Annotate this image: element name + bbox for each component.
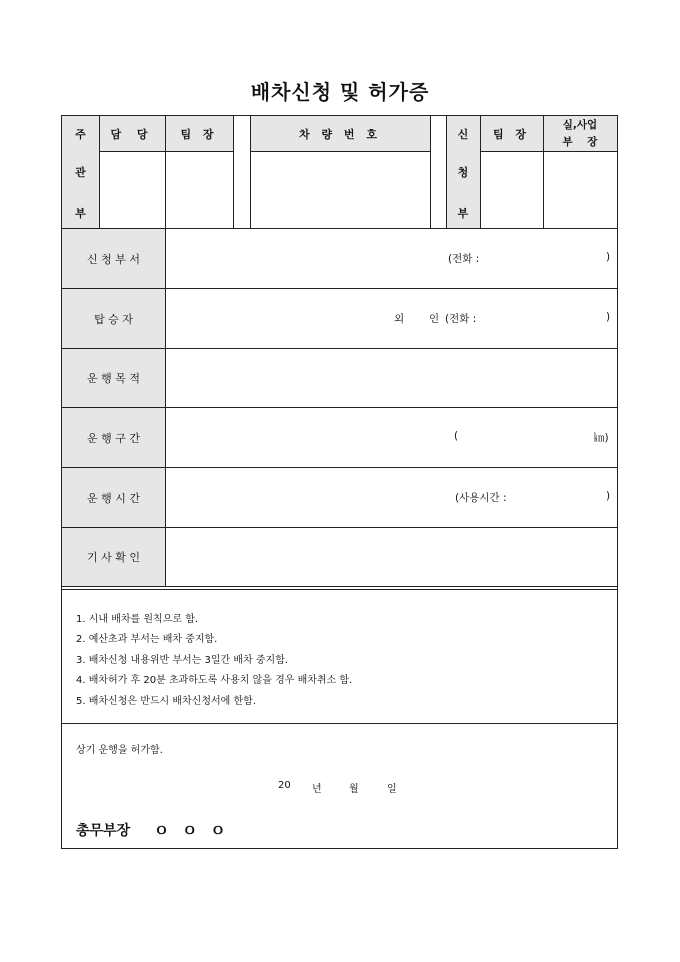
route-unit: ㎞) — [594, 432, 609, 444]
right-side-char-2: 청 — [457, 166, 469, 179]
header-team-lead-left: 팀 장 — [180, 128, 218, 141]
approval-text: 상기 운행을 허가함. — [76, 745, 163, 756]
left-side-char-2: 관 — [75, 166, 86, 179]
passenger-count-unit: 인 — [429, 313, 440, 325]
passenger-phone-close: ) — [606, 311, 611, 323]
date-day-unit: 일 — [387, 784, 397, 795]
date-month-unit: 월 — [349, 784, 359, 795]
driver-label: 기 사 확 인 — [87, 551, 140, 564]
usage-time-close: ) — [606, 490, 611, 502]
date-year-unit: 년 — [312, 784, 322, 795]
dept-phone: (전화 : — [448, 253, 480, 265]
header-director-line2: 부 장 — [562, 136, 598, 148]
signer-title: 총무부장 — [76, 823, 131, 839]
note-3: 3. 배차신청 내용위반 부서는 3일간 배차 중지함. — [76, 655, 289, 666]
left-side-char-1: 주 — [75, 128, 86, 141]
route-label: 운 행 구 간 — [87, 432, 140, 445]
time-label: 운 행 시 간 — [87, 492, 140, 505]
passenger-phone: (전화 : — [445, 313, 477, 325]
purpose-label: 운 행 목 적 — [87, 372, 140, 385]
header-director-line1: 실,사업 — [562, 119, 598, 131]
header-vehicle-no: 차 량 번 호 — [299, 128, 381, 141]
route-open: ( — [454, 430, 459, 442]
page-title: 배차신청 및 허가증 — [250, 80, 430, 104]
dept-label: 신 청 부 서 — [87, 253, 140, 266]
right-side-char-3: 부 — [457, 207, 469, 220]
header-team-lead-right: 팀 장 — [492, 128, 531, 141]
header-manager: 담 당 — [110, 128, 154, 141]
passenger-others: 외 — [394, 313, 405, 325]
dept-phone-close: ) — [606, 251, 611, 263]
right-side-char-1: 신 — [457, 128, 469, 141]
date-year: 20 — [278, 780, 291, 791]
note-5: 5. 배차신청은 반드시 배차신청서에 한함. — [76, 696, 256, 707]
usage-time: (사용시간 : — [455, 492, 507, 504]
note-2: 2. 예산초과 부서는 배차 중지함. — [76, 634, 218, 645]
left-side-char-3: 부 — [75, 207, 86, 220]
note-4: 4. 배차허가 후 20분 초과하도록 사용치 않을 경우 배차취소 함. — [76, 675, 353, 686]
signer-name: ｏ ｏ ｏ — [154, 820, 230, 838]
note-1: 1. 시내 배차를 원칙으로 함. — [76, 614, 199, 625]
passenger-label: 탑 승 자 — [94, 313, 133, 326]
